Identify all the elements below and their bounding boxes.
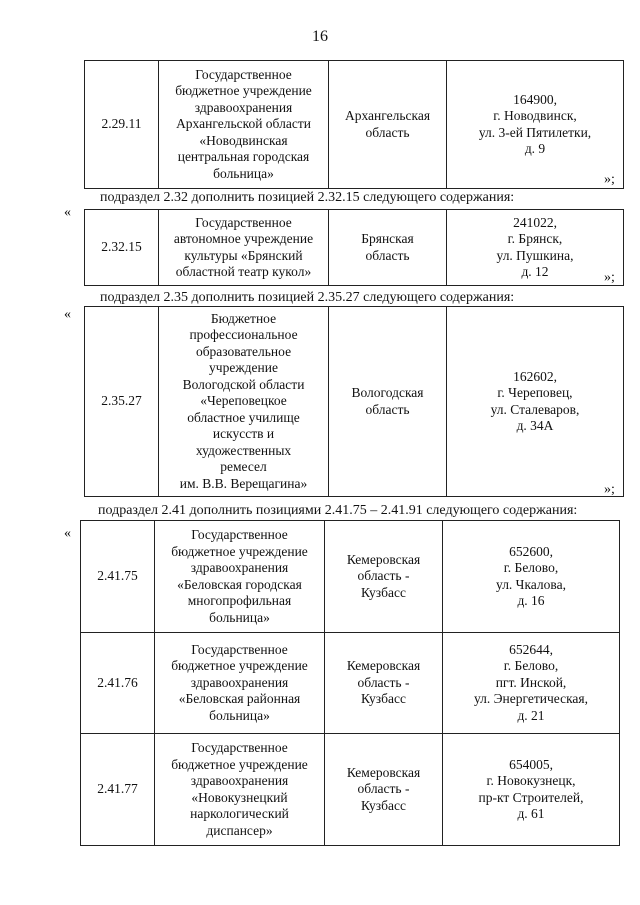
institution-name-line: Вологодской области xyxy=(182,376,305,392)
institution-name-line: Государственное xyxy=(191,527,288,542)
address-line: г. Белово, xyxy=(503,560,559,575)
institution-name-line: «Беловская районная xyxy=(178,691,301,707)
address-line: д. 61 xyxy=(517,806,545,821)
region-cell xyxy=(325,633,443,734)
institution-name-line: профессиональное xyxy=(189,327,298,343)
closing-quote: »; xyxy=(604,172,615,187)
institution-name-cell xyxy=(155,633,325,734)
institution-name-line: «Новокузнецкий xyxy=(191,789,288,805)
address-line: 652644, xyxy=(509,641,553,657)
institution-name-cell xyxy=(155,734,325,846)
position-code-cell: 2.41.77 xyxy=(81,734,155,846)
address-cell xyxy=(447,61,624,189)
address-line: д. 16 xyxy=(517,593,545,608)
institution-name-line: бюджетное учреждение xyxy=(171,543,308,559)
address-line: г. Череповец, xyxy=(497,385,573,400)
institution-name-line: здравоохранения xyxy=(190,560,289,575)
address-line: ул. 3-ей Пятилетки, xyxy=(478,124,592,140)
institution-name-line: им. В.В. Верещагина» xyxy=(179,475,308,491)
address-line: г. Белово, xyxy=(503,658,559,674)
position-code-cell: 2.35.27 xyxy=(85,307,159,497)
institution-name-cell xyxy=(159,307,329,497)
address-line: пгт. Инской, xyxy=(495,674,567,690)
region-line: Кузбасс xyxy=(361,797,406,813)
region-cell xyxy=(325,521,443,633)
table-row xyxy=(85,210,624,286)
region-cell xyxy=(325,734,443,846)
institution-name-line: Бюджетное xyxy=(210,310,277,326)
institution-name-line: больница» xyxy=(209,609,270,625)
institution-name-line: диспансер» xyxy=(206,822,273,838)
address-cell xyxy=(443,521,620,633)
table-row xyxy=(85,307,624,497)
region-line: область - xyxy=(357,568,410,584)
institution-name-line: «Череповецкое xyxy=(200,393,287,409)
address-line: пр-кт Строителей, xyxy=(478,789,584,805)
institution-name-line: образовательное xyxy=(195,343,292,359)
address-line: ул. Энергетическая, xyxy=(473,691,589,707)
table-block-2-29 xyxy=(84,60,624,189)
institution-name-line: Государственное xyxy=(195,66,292,82)
institution-name-line: ремесел xyxy=(220,459,267,475)
table-row xyxy=(81,734,620,846)
address-cell xyxy=(443,633,620,734)
institution-name-line: культуры «Брянский xyxy=(184,247,303,263)
address-line: ул. Пушкина, xyxy=(496,247,574,263)
institution-name-cell xyxy=(155,521,325,633)
region-line: область xyxy=(365,124,410,140)
opening-quote: « xyxy=(64,526,71,541)
opening-quote: « xyxy=(64,205,71,220)
institution-name-line: Архангельской области xyxy=(176,116,311,132)
address-line: ул. Сталеваров, xyxy=(490,401,580,417)
section-note-2-32: подраздел 2.32 дополнить позицией 2.32.15 следующего содержания: xyxy=(100,190,515,205)
address-line: 654005, xyxy=(509,756,553,772)
region-cell xyxy=(329,61,447,189)
address-line: д. 12 xyxy=(521,264,549,279)
region-line: Кемеровская xyxy=(346,658,421,674)
address-line: 241022, xyxy=(513,214,557,230)
address-line: г. Брянск, xyxy=(507,231,563,246)
position-code-cell: 2.29.11 xyxy=(85,61,159,189)
institution-name-line: Государственное xyxy=(191,740,288,755)
institution-name-line: наркологический xyxy=(190,806,289,821)
page-number: 16 xyxy=(312,28,328,45)
region-cell xyxy=(329,210,447,286)
region-line: область - xyxy=(357,674,410,690)
institution-name-line: здравоохранения xyxy=(194,99,293,115)
region-cell xyxy=(329,307,447,497)
region-line: Архангельская xyxy=(344,108,431,123)
closing-quote: »; xyxy=(604,482,615,497)
address-cell xyxy=(443,734,620,846)
opening-quote: « xyxy=(64,307,71,322)
institution-name-cell xyxy=(159,210,329,286)
institution-name-line: бюджетное учреждение xyxy=(171,756,308,772)
table-row xyxy=(81,633,620,734)
closing-quote: »; xyxy=(604,270,615,285)
table-row xyxy=(85,61,624,189)
institution-name-line: бюджетное учреждение xyxy=(175,83,312,99)
institution-name-line: областное училище xyxy=(187,409,300,425)
address-line: д. 34А xyxy=(516,418,554,433)
region-line: область xyxy=(365,401,410,417)
region-line: область xyxy=(365,247,410,263)
institution-name-line: здравоохранения xyxy=(190,773,289,788)
institution-name-line: многопрофильная xyxy=(187,593,292,608)
table-block-2-41 xyxy=(80,520,620,846)
institution-name-line: «Новодвинская xyxy=(199,132,288,148)
region-line: Брянская xyxy=(361,231,414,246)
institution-name-line: областной театр кукол» xyxy=(175,264,312,279)
position-code-cell: 2.41.76 xyxy=(81,633,155,734)
section-note-2-35: подраздел 2.35 дополнить позицией 2.35.27 следующего содержания: xyxy=(100,290,515,305)
institution-name-line: центральная городская xyxy=(177,149,310,165)
table-block-2-35 xyxy=(84,306,624,497)
institution-name-line: больница» xyxy=(209,707,270,723)
table-block-2-32 xyxy=(84,209,624,286)
address-line: д. 9 xyxy=(524,141,546,156)
institution-name-line: художественных xyxy=(195,442,292,458)
institution-name-line: больница» xyxy=(213,165,274,181)
institution-name-line: Государственное xyxy=(191,641,288,657)
region-line: Кемеровская xyxy=(346,551,421,567)
section-note-2-41: подраздел 2.41 дополнить позициями 2.41.75 – 2.41.91 следующего содержания: xyxy=(98,503,578,518)
region-line: Кузбасс xyxy=(361,584,406,600)
address-line: 162602, xyxy=(513,368,557,384)
address-line: г. Новокузнецк, xyxy=(486,773,576,788)
address-line: ул. Чкалова, xyxy=(496,576,566,592)
institution-name-line: Государственное xyxy=(195,214,292,230)
institution-name-line: учреждение xyxy=(209,360,278,376)
institution-name-line: автономное учреждение xyxy=(173,231,314,246)
address-cell xyxy=(447,307,624,497)
institution-name-line: искусств и xyxy=(212,426,275,442)
table-row xyxy=(81,521,620,633)
institution-name-line: «Беловская городская xyxy=(177,576,302,592)
address-line: 652600, xyxy=(509,543,553,559)
region-line: Кузбасс xyxy=(361,691,406,707)
address-line: д. 21 xyxy=(517,707,545,723)
region-line: Кемеровская xyxy=(346,764,421,780)
address-line: 164900, xyxy=(513,91,557,107)
institution-name-line: здравоохранения xyxy=(190,674,289,690)
institution-name-cell xyxy=(159,61,329,189)
position-code-cell: 2.41.75 xyxy=(81,521,155,633)
address-line: г. Новодвинск, xyxy=(493,108,577,123)
region-line: область - xyxy=(357,781,410,797)
position-code-cell: 2.32.15 xyxy=(85,210,159,286)
region-line: Вологодская xyxy=(351,385,424,400)
institution-name-line: бюджетное учреждение xyxy=(171,658,308,674)
address-cell xyxy=(447,210,624,286)
